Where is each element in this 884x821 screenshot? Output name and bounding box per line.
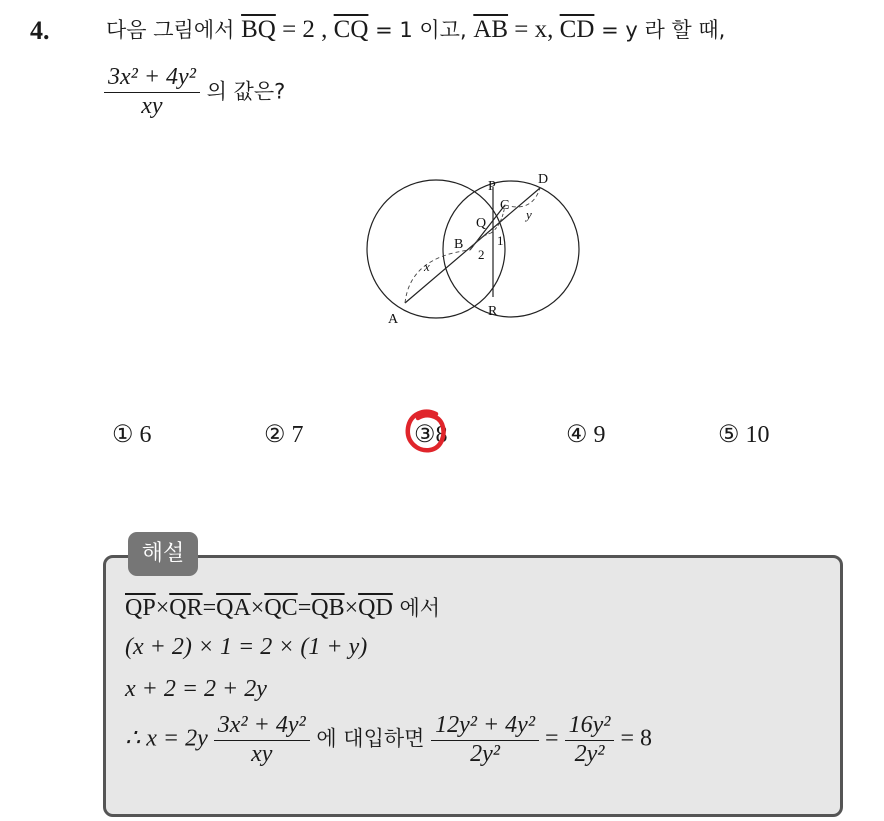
- choice-4-mark: ④: [566, 422, 588, 448]
- choice-3-mark: ③: [414, 422, 436, 448]
- solution-fraction-2-den: 2y²: [470, 740, 501, 767]
- segment-bq: $\overline{BQ}$: [241, 16, 276, 43]
- choice-3-value: 8: [435, 422, 448, 448]
- question-suffix: 의 값은?: [199, 79, 286, 104]
- length-one-label: 1: [497, 233, 504, 248]
- length-two-label: 2: [478, 247, 485, 262]
- choice-1-mark: ①: [112, 422, 134, 448]
- solution-therefore: ∴ x = 2y: [125, 725, 214, 752]
- solution-fraction-1: [214, 712, 310, 768]
- segment-cd: $\overline{CD}$: [559, 16, 595, 43]
- choice-4-value: 9: [593, 422, 606, 448]
- point-q-label: Q: [476, 216, 487, 231]
- ab-equation: = x,: [508, 16, 560, 43]
- solution-equals-1: =: [539, 725, 565, 752]
- choice-2-value: 7: [291, 422, 304, 448]
- choice-5[interactable]: [718, 420, 770, 449]
- solution-fraction-3-den: 2y²: [574, 740, 605, 767]
- seg-qa: $\overline{QA}$: [216, 595, 251, 621]
- seg-qd: $\overline{QD}$: [358, 595, 393, 621]
- right-circle: [443, 181, 579, 317]
- solution-fraction-2-num: 12y² + 4y²: [431, 712, 539, 741]
- point-d-label: D: [538, 172, 549, 187]
- brace-y: [505, 188, 540, 207]
- length-y-label: y: [526, 207, 532, 222]
- solution-line3: x + 2 = 2 + 2y: [125, 676, 267, 702]
- question-fraction: [104, 64, 200, 120]
- point-a-label: A: [388, 312, 399, 327]
- solution-fraction-3: [565, 712, 615, 768]
- question-prefix: 다음 그림에서: [106, 18, 242, 42]
- segment-ab: $\overline{AB}$: [473, 16, 509, 43]
- question-line2: [104, 64, 285, 120]
- question-line1: [106, 14, 725, 44]
- choice-5-value: 10: [745, 422, 770, 448]
- point-c-label: C: [500, 198, 510, 213]
- question-number: 4.: [30, 16, 50, 45]
- choice-2[interactable]: [264, 420, 304, 449]
- choice-5-mark: ⑤: [718, 422, 740, 448]
- point-b-label: B: [454, 237, 464, 252]
- question-fraction-numerator: 3x² + 4y²: [104, 64, 200, 93]
- choice-4[interactable]: [566, 420, 606, 449]
- solution-equals-2: = 8: [614, 725, 652, 752]
- circle-figure: [360, 165, 600, 335]
- cq-equation: = 1 이고,: [368, 18, 474, 42]
- solution-substitute-text: 에 대입하면: [309, 726, 432, 751]
- segment-cq: $\overline{CQ}$: [333, 16, 369, 43]
- solution-fraction-3-num: 16y²: [565, 712, 615, 741]
- answer-circle-mark: [402, 406, 450, 456]
- solution-fraction-1-den: xy: [251, 740, 273, 767]
- solution-fraction-1-num: 3x² + 4y²: [214, 712, 310, 741]
- solution-fraction-2: [431, 712, 539, 768]
- question-fraction-denominator: xy: [141, 92, 163, 119]
- chord-ad: [405, 188, 540, 303]
- length-x-label: x: [424, 259, 430, 274]
- solution-line2: (x + 2) × 1 = 2 × (1 + y): [125, 634, 368, 660]
- solution-line1-suffix: 에서: [392, 596, 441, 620]
- solution-line4: [125, 712, 652, 768]
- solution-tab: 해설: [128, 532, 198, 576]
- choice-2-mark: ②: [264, 422, 286, 448]
- seg-qp: $\overline{QP}$: [125, 595, 156, 621]
- seg-qr: $\overline{QR}$: [169, 595, 203, 621]
- seg-qc: $\overline{QC}$: [264, 595, 298, 621]
- choice-1[interactable]: [112, 420, 152, 449]
- cd-equation: = y 라 할 때,: [594, 18, 726, 42]
- bq-equation: = 2 ,: [275, 16, 334, 43]
- point-p-label: P: [488, 179, 496, 194]
- seg-qb: $\overline{QB}$: [311, 595, 345, 621]
- solution-line1: $\overline{QP}\times\overline{QR}=\overline{QA}\times\overline{QC}=\overline{QB}\times\overline{QD}$ 에서: [125, 595, 441, 621]
- point-r-label: R: [488, 304, 498, 319]
- choice-1-value: 6: [139, 422, 152, 448]
